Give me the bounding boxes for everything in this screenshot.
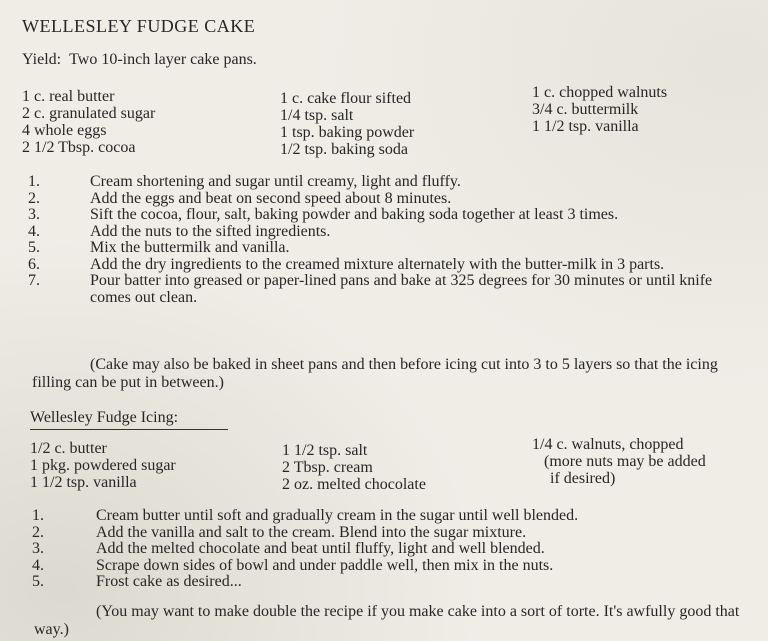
ingredient: 1/2 c. butter	[30, 440, 107, 457]
step-item	[28, 207, 740, 224]
ingredient: 2 c. granulated sugar	[22, 105, 156, 122]
step-number: 5.	[28, 239, 40, 256]
icing-ingredients-col2	[282, 442, 426, 493]
step-text: Frost cake as desired...	[96, 573, 242, 590]
step-number: 1.	[28, 173, 40, 190]
ingredient: 1 1/2 tsp. salt	[282, 442, 368, 459]
step-item	[28, 224, 740, 241]
ingredient: 1 c. chopped walnuts	[532, 84, 668, 101]
step-text: Cream shortening and sugar until creamy, light and fluffy.	[90, 173, 461, 190]
step-item	[32, 508, 748, 525]
step-number: 6.	[28, 255, 40, 273]
ingredient: 1 1/2 tsp. vanilla	[30, 474, 137, 491]
icing-note: (You may want to make double the recipe if you make cake into a sort of torte. It's awfully good that way.)	[34, 603, 740, 638]
cake-note: (Cake may also be baked in sheet pans and then before icing cut into 3 to 5 layers so that the icing filling can be put in between.)	[32, 356, 718, 391]
step-number: 5.	[32, 573, 44, 590]
ingredient: 1 c. cake flour sifted	[280, 90, 412, 107]
ingredient: 1 pkg. powdered sugar	[30, 457, 176, 474]
step-text: Pour batter into greased or paper-lined pans and bake at 325 degrees for 30 minutes or until knife comes out clean.	[90, 272, 713, 306]
ingredient: 1 c. real butter	[22, 88, 115, 105]
yield-label: Yield:	[22, 51, 62, 68]
step-number: 4.	[28, 222, 40, 240]
yield-line	[22, 51, 257, 69]
step-text: Add the eggs and beat on second speed about 8 minutes.	[90, 189, 452, 207]
step-text: Sift the cocoa, flour, salt, baking powder and baking soda together at least 3 times.	[90, 206, 619, 223]
step-text: Mix the buttermilk and vanilla.	[90, 239, 290, 256]
icing-ingredients-col1	[30, 440, 176, 491]
ingredient: 4 whole eggs	[22, 122, 107, 139]
step-item	[32, 525, 748, 542]
step-number: 3.	[32, 540, 44, 557]
step-item	[32, 558, 748, 575]
ingredient: 1/4 c. walnuts, chopped	[532, 436, 684, 453]
step-item	[28, 240, 740, 257]
recipe-title: WELLESLEY FUDGE CAKE	[22, 16, 256, 36]
step-item	[32, 574, 748, 591]
icing-steps	[32, 508, 748, 591]
cake-steps	[28, 174, 740, 306]
icing-ingredients-col3	[532, 436, 706, 487]
step-text: Cream butter until soft and gradually cream in the sugar until well blended.	[96, 507, 579, 524]
step-item	[28, 174, 740, 191]
step-item	[28, 257, 740, 274]
ingredient: 1 1/2 tsp. vanilla	[532, 118, 639, 135]
step-text: Add the melted chocolate and beat until fluffy, light and well blended.	[96, 540, 545, 557]
ingredient: 1/4 tsp. salt	[280, 107, 354, 124]
ingredient: 2 oz. melted chocolate	[282, 476, 426, 493]
cake-ingredients-col1	[22, 88, 155, 156]
step-item	[28, 273, 740, 306]
step-text: Add the dry ingredients to the creamed mixture alternately with the butter-milk in 3 parts.	[90, 255, 665, 273]
step-item	[28, 191, 740, 208]
ingredient-note: (more nuts may be added	[544, 453, 706, 470]
ingredient: 2 1/2 Tbsp. cocoa	[22, 139, 136, 156]
step-text: Scrape down sides of bowl and under paddle well, then mix in the nuts.	[96, 556, 554, 574]
cake-ingredients-col2	[280, 90, 414, 158]
step-number: 2.	[32, 523, 44, 541]
step-number: 3.	[28, 206, 40, 223]
step-number: 2.	[28, 189, 40, 207]
ingredient: 1/2 tsp. baking soda	[280, 141, 408, 158]
ingredient: 2 Tbsp. cream	[282, 459, 373, 476]
step-number: 4.	[32, 556, 44, 574]
step-number: 1.	[32, 507, 44, 524]
ingredient-note: if desired)	[550, 470, 616, 487]
yield-value: Two 10-inch layer cake pans.	[69, 51, 257, 68]
icing-title: Wellesley Fudge Icing:	[30, 409, 228, 430]
ingredient: 1 tsp. baking powder	[280, 124, 415, 141]
step-number: 7.	[28, 272, 40, 289]
cake-ingredients-col3	[532, 84, 667, 135]
step-text: Add the vanilla and salt to the cream. Blend into the sugar mixture.	[96, 523, 527, 541]
step-item	[32, 541, 748, 558]
step-text: Add the nuts to the sifted ingredients.	[90, 222, 331, 240]
ingredient: 3/4 c. buttermilk	[532, 101, 639, 118]
